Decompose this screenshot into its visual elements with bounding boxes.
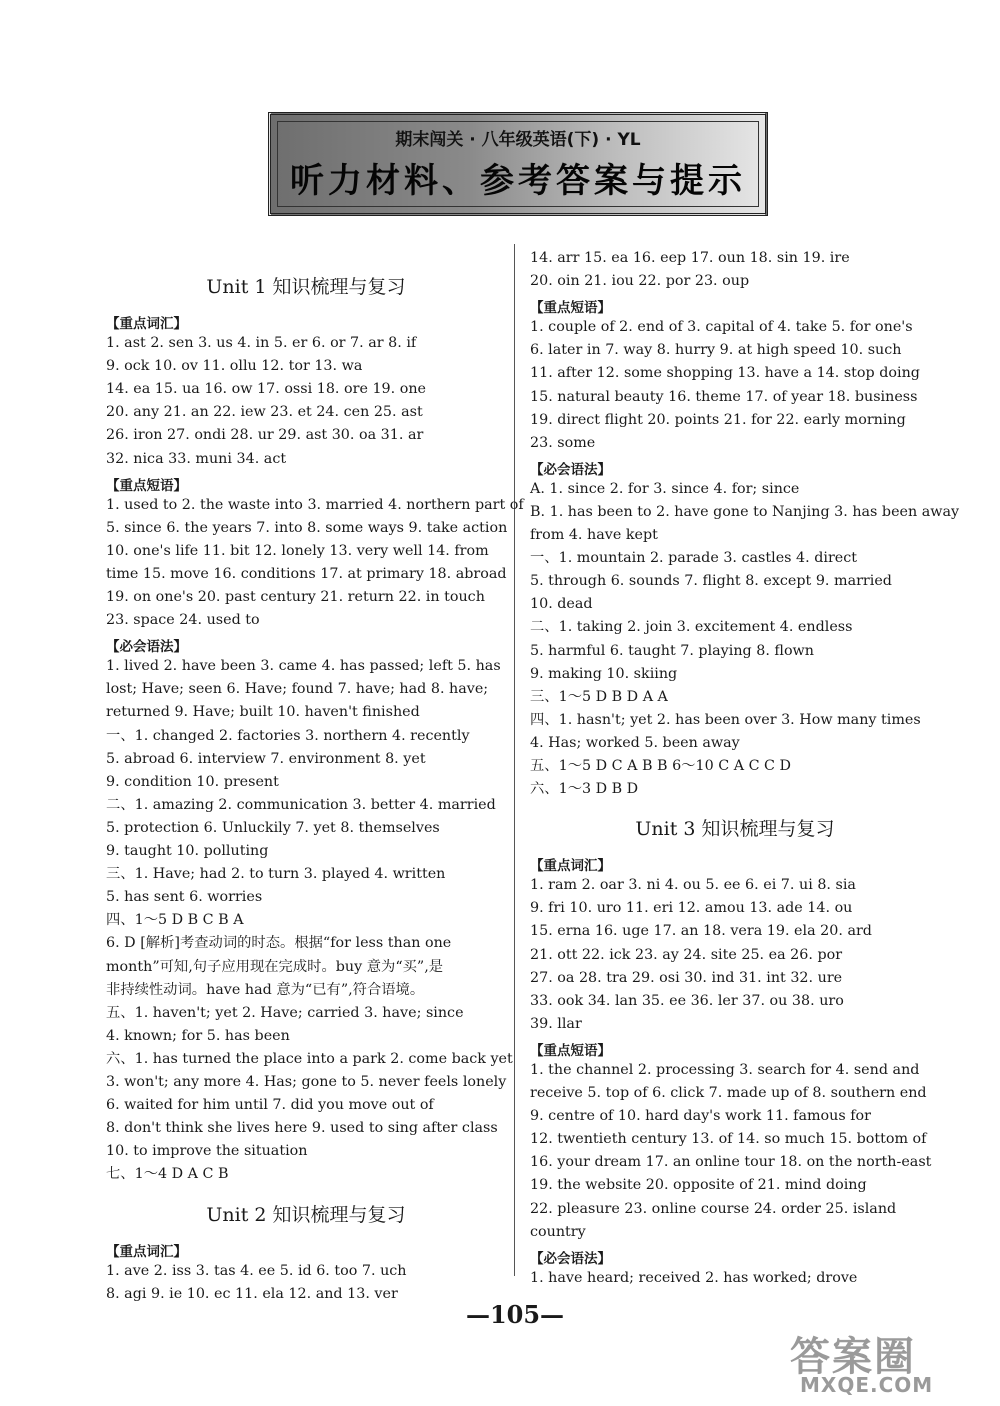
answer-line: 12. twentieth century 13. of 14. so much 15. bottom of	[530, 1131, 927, 1148]
section-heading: 【必会语法】	[530, 461, 611, 478]
section-heading: 【重点词汇】	[106, 1243, 187, 1260]
answer-line: 非持续性动词。have had 意为“已有”,符合语境。	[106, 981, 425, 998]
answer-line: 11. after 12. some shopping 13. have a 14. stop doing	[530, 365, 920, 382]
answer-line: 1. ram 2. oar 3. ni 4. ou 5. ee 6. ei 7. ui 8. sia	[530, 877, 856, 894]
answer-line: month”可知,句子应用现在完成时。buy 意为“买”,是	[106, 958, 444, 975]
banner-subtitle: 期末闯关 · 八年级英语(下) · YL	[395, 130, 641, 150]
answer-line: 1. lived 2. have been 3. came 4. has passed; left 5. has	[106, 658, 501, 675]
column-divider	[514, 244, 515, 1276]
section-heading: 【重点词汇】	[106, 316, 187, 332]
answer-line: 20. oin 21. iou 22. por 23. oup	[530, 273, 750, 290]
answer-line: 9. fri 10. uro 11. eri 12. amou 13. ade 14. ou	[530, 900, 853, 917]
answer-line: 19. direct flight 20. points 21. for 22. early morning	[530, 411, 906, 428]
answer-line: 15. erna 16. uge 17. an 18. vera 19. ela 20. ard	[530, 923, 872, 940]
answer-line: receive 5. top of 6. click 7. made up of 8. southern end	[530, 1085, 927, 1101]
section-heading: 【必会语法】	[106, 639, 187, 656]
answer-line: 14. arr 15. ea 16. eep 17. oun 18. sin 19. ire	[530, 250, 850, 266]
answer-line: 四、1～5 D B C B A	[106, 912, 244, 929]
section-heading: 【必会语法】	[530, 1250, 611, 1267]
answer-line: 20. any 21. an 22. iew 23. et 24. cen 25. ast	[106, 404, 423, 421]
answer-line: 10. one's life 11. bit 12. lonely 13. very well 14. from	[106, 542, 489, 559]
answer-line: A. 1. since 2. for 3. since 4. for; since	[530, 480, 800, 497]
answer-line: 5. harmful 6. taught 7. playing 8. flown	[530, 642, 814, 659]
watermark-logo	[790, 1325, 990, 1399]
answer-line: 27. oa 28. tra 29. osi 30. ind 31. int 32. ure	[530, 969, 843, 986]
answer-line: 32. nica 33. muni 34. act	[106, 450, 287, 467]
answer-line: lost; Have; seen 6. Have; found 7. have; had 8. have;	[106, 681, 489, 698]
answer-line: 15. natural beauty 16. theme 17. of year 18. business	[530, 388, 918, 405]
answer-line: 5. protection 6. Unluckily 7. yet 8. themselves	[106, 819, 440, 836]
answer-line: 33. ook 34. lan 35. ee 36. ler 37. ou 38. uro	[530, 992, 844, 1009]
answer-line: 9. making 10. skiing	[530, 665, 678, 682]
answer-line: 五、1. haven't; yet 2. Have; carried 3. have; since	[106, 1004, 464, 1021]
banner-title: 听力材料、参考答案与提示	[290, 161, 746, 201]
answer-line: 3. won't; any more 4. Has; gone to 5. never feels lonely	[106, 1074, 507, 1090]
unit-heading: Unit 3 知识梳理与复习	[635, 818, 835, 841]
answer-line: 21. ott 22. ick 23. ay 24. site 25. ea 26. por	[530, 946, 843, 963]
answer-line: 1. the channel 2. processing 3. search for 4. send and	[530, 1061, 920, 1078]
answer-line: returned 9. Have; built 10. haven't finished	[106, 704, 420, 721]
section-heading: 【重点词汇】	[530, 858, 611, 875]
unit-heading: Unit 1 知识梳理与复习	[206, 276, 406, 298]
answer-line: 1. have heard; received 2. has worked; drove	[530, 1269, 858, 1286]
answer-line: 22. pleasure 23. online course 24. order 25. island	[530, 1200, 897, 1217]
answer-line: 23. some	[530, 434, 596, 451]
answer-line: 6. later in 7. way 8. hurry 9. at high speed 10. such	[530, 342, 902, 359]
answer-line: time 15. move 16. conditions 17. at primary 18. abroad	[106, 565, 507, 582]
answer-line: 9. centre of 10. hard day's work 11. famous for	[530, 1108, 871, 1125]
answer-line: 三、1～5 D B D A A	[530, 688, 668, 705]
answer-line: 10. dead	[530, 596, 593, 613]
answer-line: 1. couple of 2. end of 3. capital of 4. take 5. for one's	[530, 319, 913, 336]
answer-line: 5. through 6. sounds 7. flight 8. except 9. married	[530, 573, 892, 590]
unit-heading: Unit 2 知识梳理与复习	[206, 1203, 406, 1226]
answer-line: 9. taught 10. polluting	[106, 843, 269, 859]
answer-line: 1. ast 2. sen 3. us 4. in 5. er 6. or 7. ar 8. if	[106, 335, 417, 351]
answer-line: 一、1. changed 2. factories 3. northern 4. recently	[106, 727, 470, 744]
answer-line: 5. since 6. the years 7. into 8. some ways 9. take action	[106, 519, 508, 536]
answer-line: 四、1. hasn't; yet 2. has been over 3. How many times	[530, 711, 921, 728]
answer-line: 23. space 24. used to	[106, 612, 260, 629]
answer-line: B. 1. has been to 2. have gone to Nanjing 3. has been away	[530, 503, 960, 520]
answer-line: 六、1. has turned the place into a park 2. come back yet	[106, 1050, 513, 1067]
answer-line: 26. iron 27. ondi 28. ur 29. ast 30. oa 31. ar	[106, 427, 424, 444]
answer-line: 8. agi 9. ie 10. ec 11. ela 12. and 13. ver	[106, 1285, 398, 1302]
answer-line: 4. known; for 5. has been	[106, 1027, 290, 1044]
answer-line: 一、1. mountain 2. parade 3. castles 4. direct	[530, 550, 857, 567]
answer-line: 三、1. Have; had 2. to turn 3. played 4. written	[106, 866, 446, 883]
answer-line: 14. ea 15. ua 16. ow 17. ossi 18. ore 19. one	[106, 381, 427, 398]
answer-line: from 4. have kept	[530, 527, 658, 543]
answer-line: 六、1～3 D B D	[530, 781, 639, 798]
answer-line: 9. condition 10. present	[106, 773, 279, 790]
answer-line: 16. your dream 17. an online tour 18. on the north-east	[530, 1154, 932, 1171]
answer-line: 七、1～4 D A C B	[106, 1166, 229, 1183]
section-heading: 【重点短语】	[106, 477, 187, 494]
section-heading: 【重点短语】	[530, 1042, 611, 1059]
answer-line: 5. abroad 6. interview 7. environment 8. yet	[106, 750, 426, 767]
answer-line: 1. ave 2. iss 3. tas 4. ee 5. id 6. too 7. uch	[106, 1262, 407, 1279]
answer-line: 39. llar	[530, 1015, 582, 1032]
answer-line: 19. the website 20. opposite of 21. mind doing	[530, 1177, 867, 1194]
answer-line: 4. Has; worked 5. been away	[530, 734, 740, 751]
answer-line: 10. to improve the situation	[106, 1143, 308, 1160]
answer-line: 二、1. amazing 2. communication 3. better 4. married	[106, 796, 496, 813]
answer-line: 二、1. taking 2. join 3. excitement 4. endless	[530, 619, 853, 636]
answer-line: 9. ock 10. ov 11. ollu 12. tor 13. wa	[106, 358, 363, 375]
section-heading: 【重点短语】	[530, 300, 611, 317]
title-banner	[268, 112, 768, 216]
answer-line: 6. D [解析]考查动词的时态。根据“for less than one	[106, 935, 452, 952]
watermark-text: 答案圈	[790, 1334, 916, 1380]
answer-line: 5. has sent 6. worries	[106, 889, 263, 906]
answer-line: 6. waited for him until 7. did you move out of	[106, 1097, 434, 1114]
answer-line: 五、1～5 D C A B B 6～10 C A C C D	[530, 758, 792, 774]
answer-line: country	[530, 1223, 586, 1240]
answer-line: 19. on one's 20. past century 21. return 22. in touch	[106, 589, 485, 605]
watermark-url: MXQE.COM	[800, 1373, 934, 1397]
answer-line: 1. used to 2. the waste into 3. married 4. northern part of	[106, 496, 524, 513]
answer-line: 8. don't think she lives here 9. used to sing after class	[106, 1120, 498, 1137]
page-number: —105—	[465, 1300, 565, 1329]
